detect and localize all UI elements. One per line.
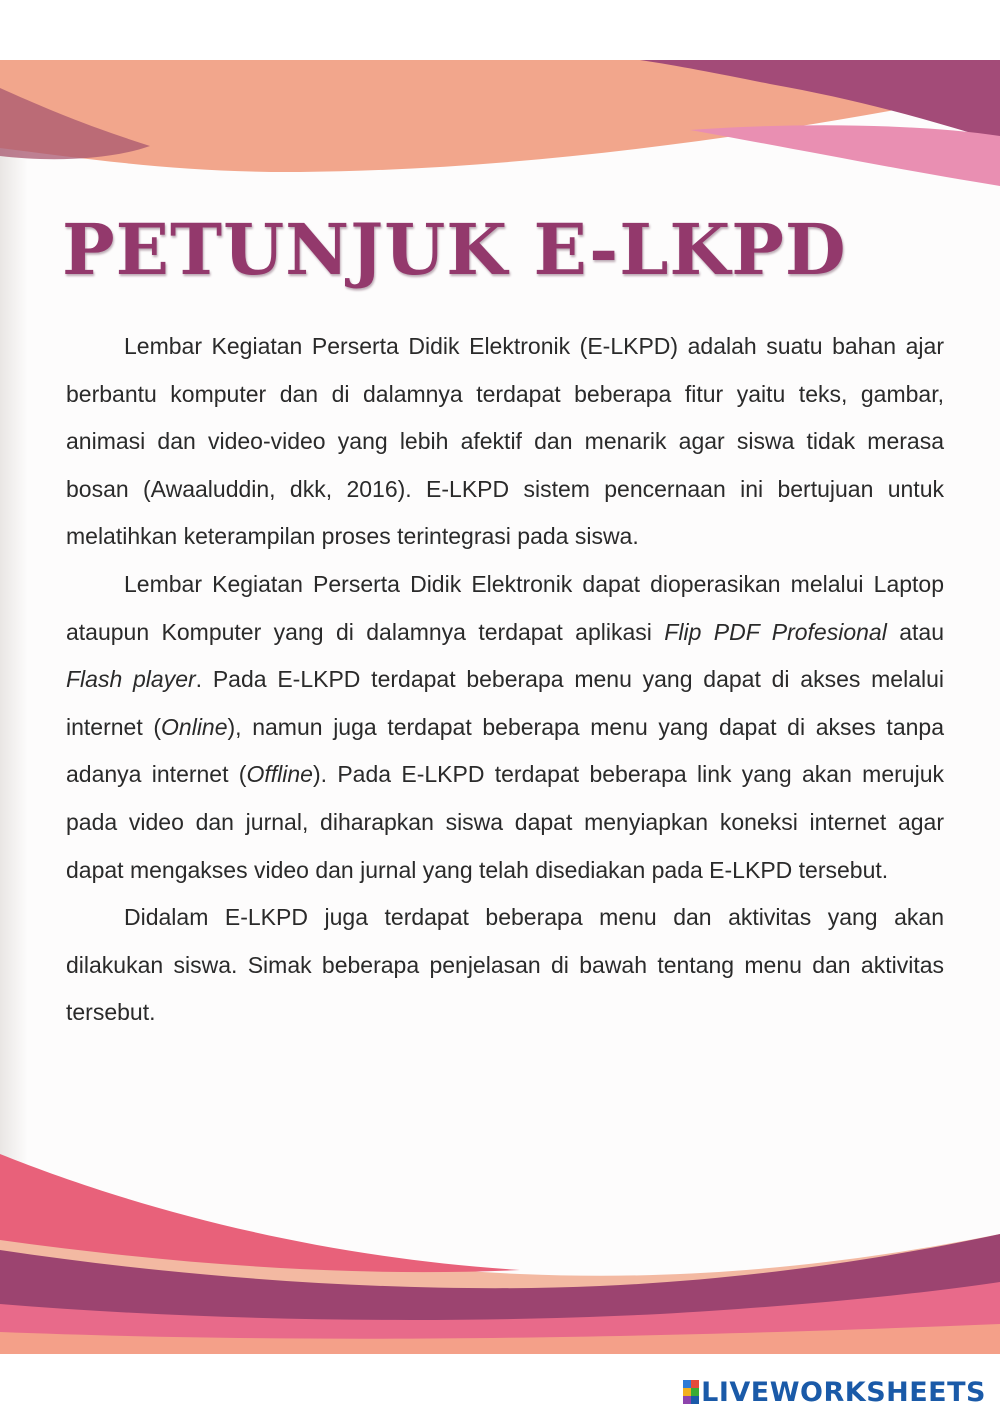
logo-square [683, 1396, 691, 1404]
paragraph-3 [66, 894, 944, 1037]
text-run: Lembar Kegiatan Perserta Didik Elektronik dapat dioperasikan melalui Laptop ataupun Komputer yang di dalamnya terdapat aplikasi [66, 570, 944, 645]
italic-term: Online [161, 713, 228, 740]
brand-name: LIVEWORKSHEETS [701, 1376, 986, 1408]
logo-square [683, 1388, 691, 1396]
text-run: Didalam E-LKPD juga terdapat beberapa menu dan aktivitas yang akan dilakukan siswa. Simak beberapa penjelasan di bawah tentang menu dan aktivitas tersebut. [66, 904, 944, 1026]
footer-watermark [683, 1374, 986, 1410]
liveworksheets-logo-icon [683, 1380, 699, 1404]
worksheet-page [0, 60, 1000, 1354]
text-run: Lembar Kegiatan Perserta Didik Elektronik (E-LKPD) adalah suatu bahan ajar berbantu komputer dan di dalamnya terdapat beberapa fitur yaitu teks, gambar, animasi dan video-video yang lebih afektif dan menarik agar siswa tidak merasa bosan (Awaaluddin, dkk, 2016). E-LKPD sistem pencernaan ini bertujuan untuk melatihkan keterampilan proses terintegrasi pada siswa. [66, 333, 944, 550]
italic-term: Flash player [66, 666, 196, 693]
logo-square [691, 1388, 699, 1396]
logo-square [691, 1380, 699, 1388]
body-text [66, 323, 944, 1037]
text-run: . Pada E-LKPD terdapat beberapa menu yang dapat di akses melalui internet ( [66, 666, 945, 740]
paragraph-2 [66, 561, 944, 894]
text-run: ), namun juga terdapat beberapa menu yang dapat di akses tanpa adanya internet ( [66, 713, 944, 788]
logo-square [691, 1396, 699, 1404]
text-run: atau [886, 618, 944, 645]
logo-square [683, 1380, 691, 1388]
paragraph-1 [66, 323, 944, 561]
bottom-wave-decoration [0, 1154, 1000, 1354]
top-wave-pink [690, 125, 1000, 186]
text-run: ). Pada E-LKPD terdapat beberapa link yang akan merujuk pada video dan jurnal, diharapkan siswa dapat menyiapkan koneksi internet agar dapat mengakses video dan jurnal yang telah disediakan pada E-LKPD tersebut. [66, 761, 944, 883]
italic-term: Offline [246, 761, 313, 788]
italic-term: Flip PDF Profesional [664, 618, 887, 645]
page-title: PETUNJUK E-LKPD [62, 208, 847, 291]
